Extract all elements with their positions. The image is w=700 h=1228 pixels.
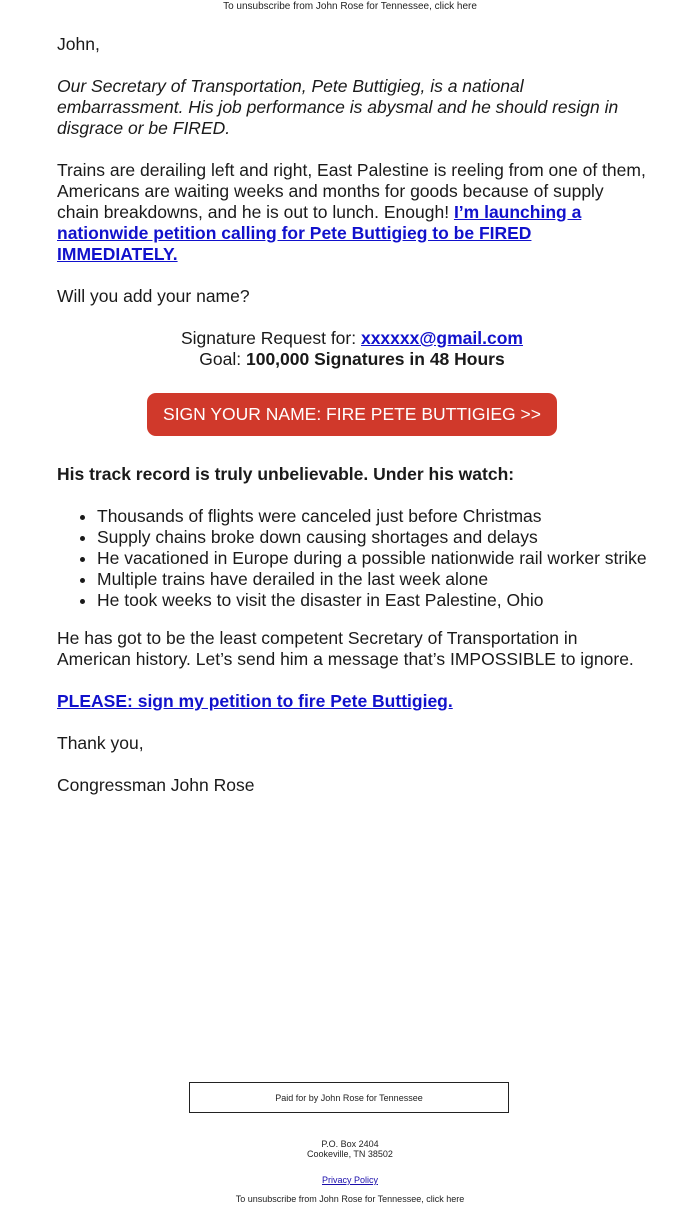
email-body xyxy=(57,34,647,817)
footer-privacy xyxy=(0,1175,700,1185)
thanks-line: Thank you, xyxy=(57,733,144,753)
footer-unsubscribe-text[interactable]: To unsubscribe from John Rose for Tennessee, click here xyxy=(235,1194,465,1204)
signoff-line: Congressman John Rose xyxy=(57,775,255,795)
ask-paragraph: Will you add your name? xyxy=(57,286,250,306)
trains-paragraph-text: Trains are derailing left and right, East Palestine is reeling from one of them, Americans are waiting weeks and months for goods because of supply chain breakdowns, and he is out to lunch. Enough! xyxy=(57,160,646,222)
signature-email-link[interactable]: xxxxxx@gmail.com xyxy=(360,328,523,348)
record-list xyxy=(57,506,647,611)
record-heading: His track record is truly unbelievable. Under his watch: xyxy=(57,464,515,484)
please-sign-link[interactable]: PLEASE: sign my petition to fire Pete Buttigieg. xyxy=(57,691,453,711)
greeting: John, xyxy=(57,34,100,54)
paid-for-box: Paid for by John Rose for Tennessee xyxy=(189,1082,509,1113)
address-line-2: Cookeville, TN 38502 xyxy=(307,1149,393,1159)
competent-paragraph: He has got to be the least competent Secretary of Transportation in American history. Let’s send him a message that’s IMPOSSIBLE to ignore. xyxy=(57,628,634,669)
please-paragraph xyxy=(57,691,647,712)
list-item: • Supply chains broke down causing shortages and delays xyxy=(97,527,647,548)
petition-link[interactable]: I’m launching a nationwide petition calling for Pete Buttigieg to be FIRED IMMEDIATELY. xyxy=(57,202,582,264)
intro-paragraph: Our Secretary of Transportation, Pete Buttigieg, is a national embarrassment. His job performance is abysmal and he should resign in disgrace or be FIRED. xyxy=(57,76,619,138)
list-item: • Multiple trains have derailed in the last week alone xyxy=(97,569,647,590)
goal-label: Goal: xyxy=(199,349,246,369)
list-item: • He vacationed in Europe during a possible nationwide rail worker strike xyxy=(97,548,647,569)
goal-line xyxy=(57,349,647,370)
sign-petition-button[interactable]: SIGN YOUR NAME: FIRE PETE BUTTIGIEG >> xyxy=(147,393,557,436)
signature-request xyxy=(57,328,647,349)
privacy-policy-link[interactable]: Privacy Policy xyxy=(321,1175,378,1185)
list-item: • Thousands of flights were canceled just before Christmas xyxy=(97,506,647,527)
footer-address xyxy=(0,1139,700,1159)
address-line-1: P.O. Box 2404 xyxy=(321,1139,379,1149)
signature-label: Signature Request for: xyxy=(181,328,361,348)
goal-value: 100,000 Signatures in 48 Hours xyxy=(245,349,505,369)
list-item: • He took weeks to visit the disaster in East Palestine, Ohio xyxy=(97,590,647,611)
cta-container xyxy=(57,393,647,436)
top-unsubscribe-text[interactable]: To unsubscribe from John Rose for Tennessee, click here xyxy=(223,1,477,12)
trains-paragraph xyxy=(57,160,647,265)
